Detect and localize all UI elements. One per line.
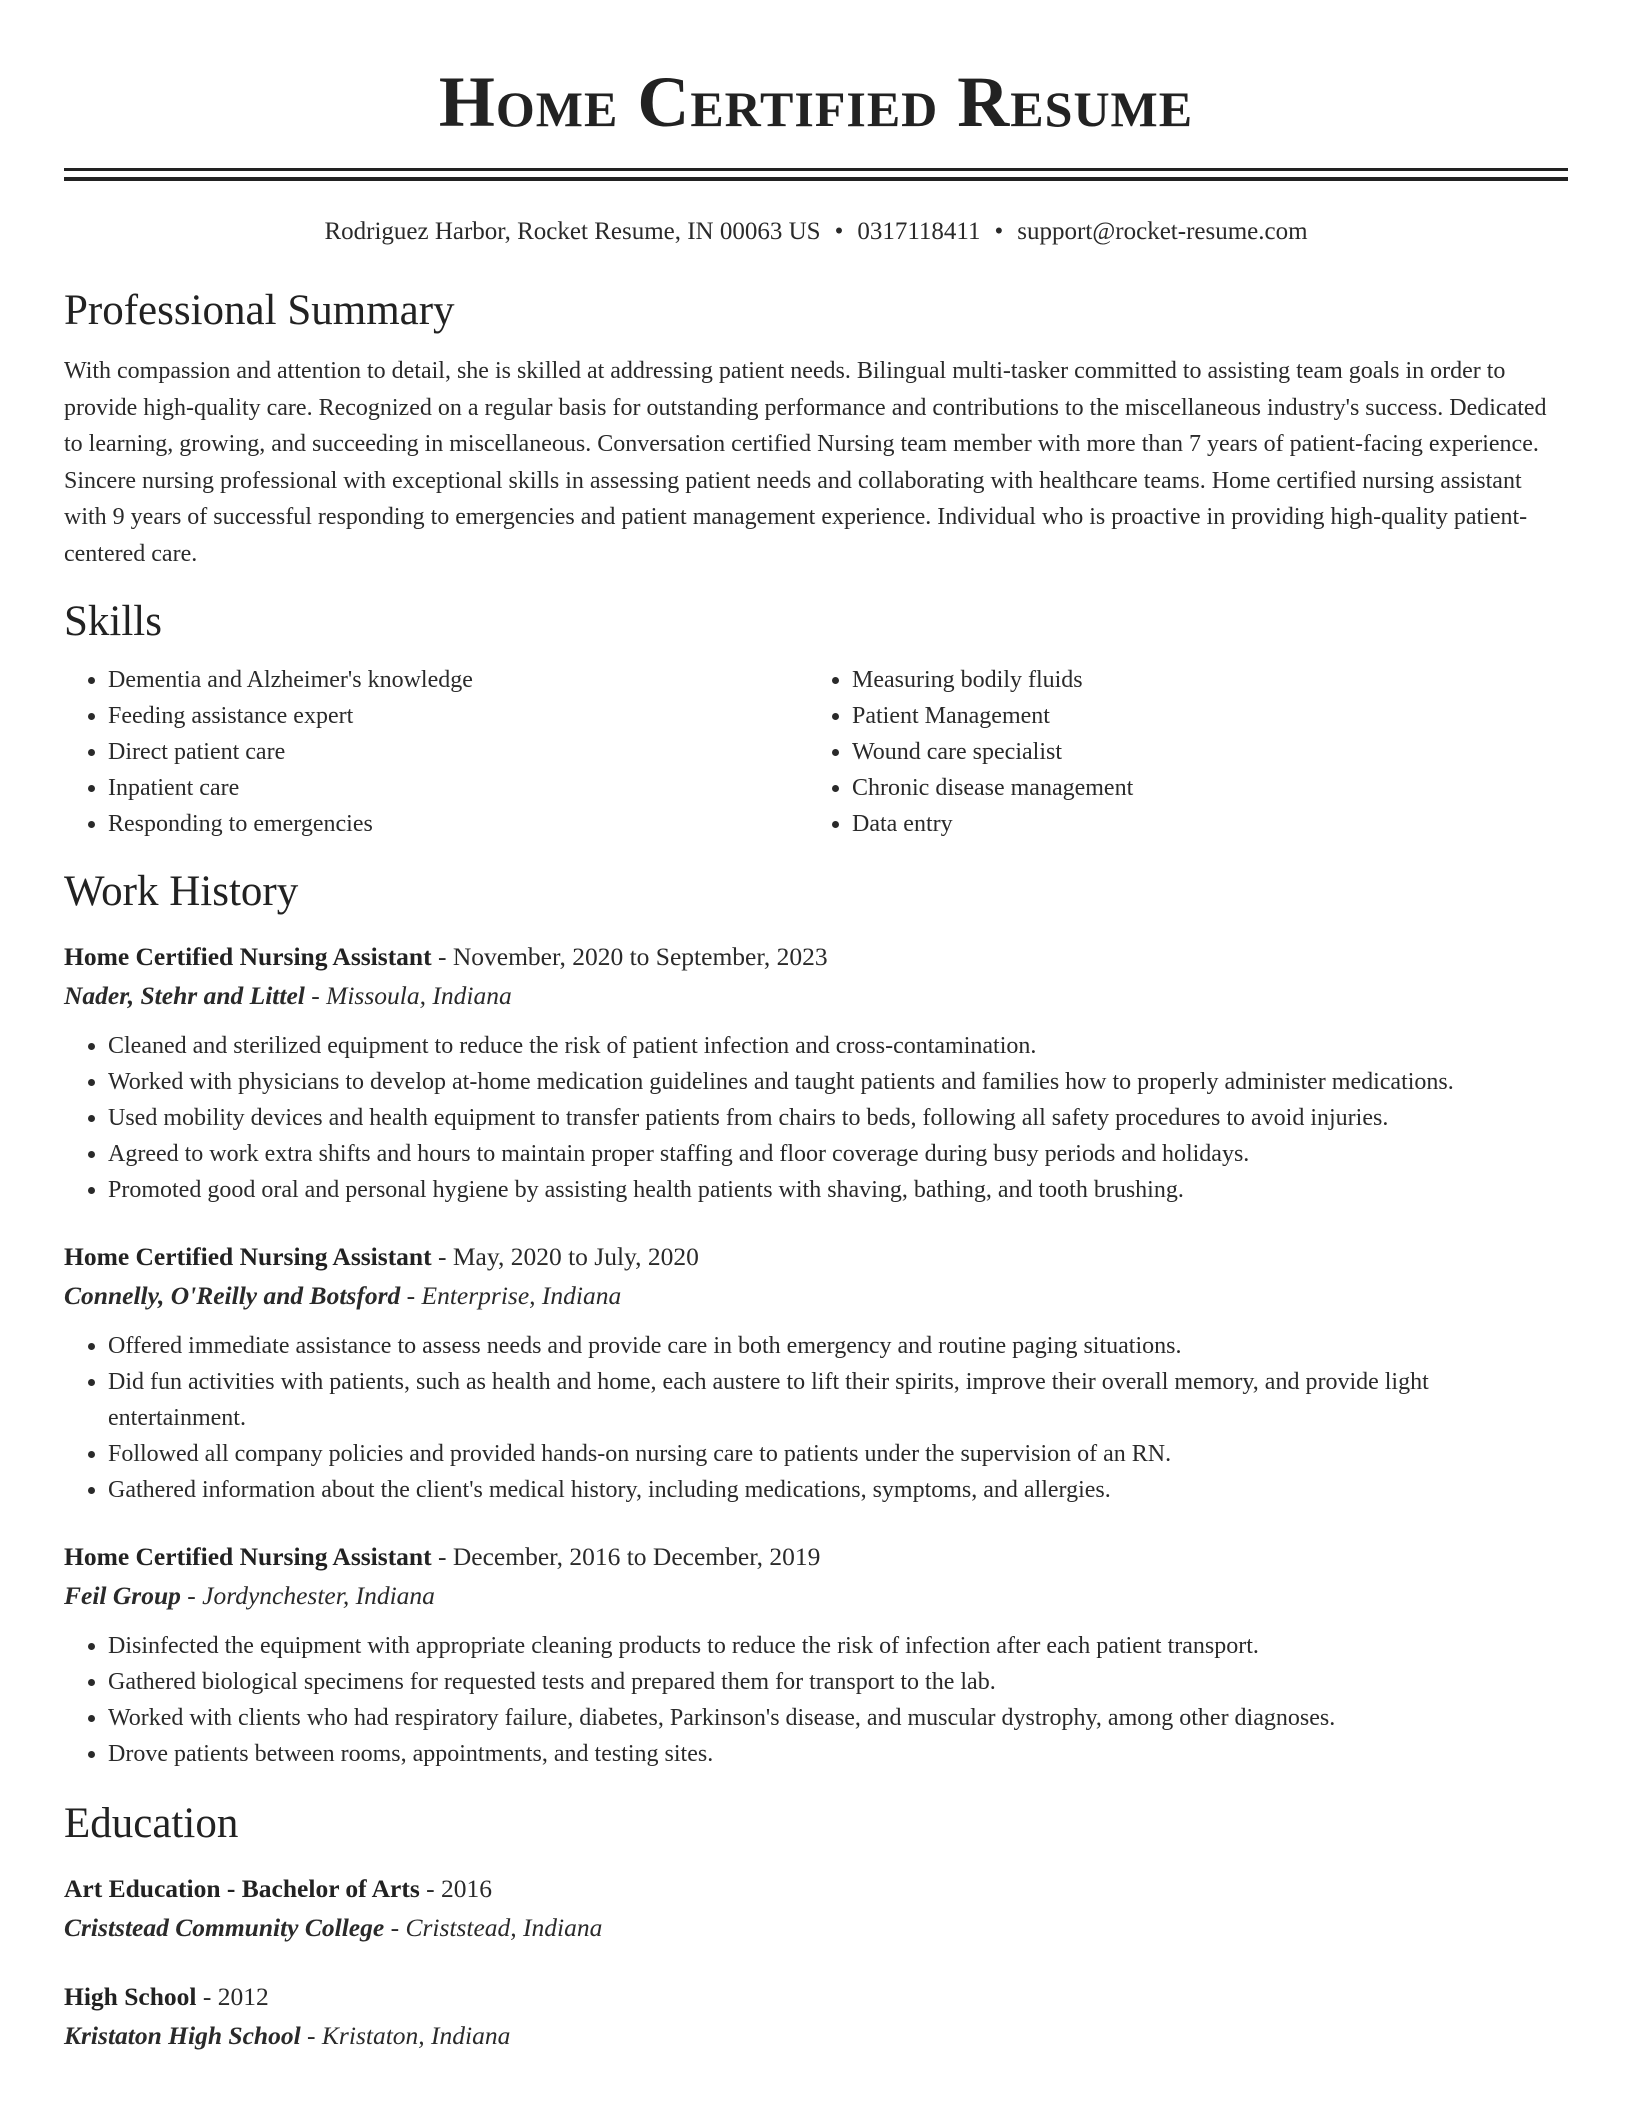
education-school: Kristaton High School [64, 2021, 301, 2050]
job-title: Home Certified Nursing Assistant [64, 1542, 432, 1571]
job-company: Feil Group [64, 1581, 181, 1610]
job-bullet: • Promoted good oral and personal hygiene by assisting health patients with shaving, bathing, and tooth brushing. [108, 1172, 1568, 1208]
skills-list [64, 662, 1568, 842]
dash: - [307, 2021, 316, 2050]
dash: - [437, 1542, 447, 1571]
skill-item: • Responding to emergencies [108, 806, 808, 842]
dash: - [390, 1913, 400, 1942]
job-bullets [64, 1028, 1568, 1208]
education-degree-line [64, 1870, 1568, 1908]
skill-item: • Dementia and Alzheimer's knowledge [108, 662, 808, 698]
education-entry [64, 1978, 1568, 2056]
education-heading: Education [64, 1800, 239, 1847]
contact-email: support@rocket-resume.com [1017, 218, 1308, 245]
job-bullets [64, 1328, 1568, 1508]
job-dates: May, 2020 to July, 2020 [452, 1242, 699, 1271]
job-title-line [64, 1538, 1568, 1576]
education-degree: High School [64, 1982, 197, 2011]
job-title: Home Certified Nursing Assistant [64, 1242, 432, 1271]
job-entry [64, 1238, 1568, 1508]
dash: - [437, 942, 447, 971]
job-bullet: • Did fun activities with patients, such as health and home, each austere to lift their spirits, improve their overall memory, and provide light entertainment. [108, 1364, 1568, 1436]
dash: - [426, 1874, 435, 1903]
job-bullet: • Followed all company policies and provided hands-on nursing care to patients under the supervision of an RN. [108, 1436, 1568, 1472]
job-location: Enterprise, Indiana [421, 1281, 622, 1310]
contact-phone: 0317118411 [857, 218, 981, 245]
work-history-heading: Work History [64, 868, 299, 915]
job-company-line [64, 1576, 1568, 1616]
education-location: Criststead, Indiana [405, 1913, 603, 1942]
job-title-line [64, 1238, 1568, 1276]
dash: - [406, 1281, 416, 1310]
job-bullet: • Agreed to work extra shifts and hours to maintain proper staffing and floor coverage during busy periods and holidays. [108, 1136, 1568, 1172]
job-company: Connelly, O'Reilly and Botsford [64, 1281, 401, 1310]
contact-separator: • [834, 218, 844, 245]
header-rule-bottom [64, 177, 1568, 181]
job-entry [64, 938, 1568, 1208]
job-bullet: • Offered immediate assistance to assess needs and provide care in both emergency and routine paging situations. [108, 1328, 1568, 1364]
dash: - [437, 1242, 447, 1271]
skill-item: • Measuring bodily fluids [852, 662, 1552, 698]
job-bullet: • Worked with clients who had respiratory failure, diabetes, Parkinson's disease, and muscular dystrophy, among other diagnoses. [108, 1700, 1568, 1736]
education-entry [64, 1870, 1568, 1948]
job-bullet: • Worked with physicians to develop at-home medication guidelines and taught patients and families how to properly administer medications. [108, 1064, 1568, 1100]
skills-column-right [808, 662, 1552, 842]
job-title: Home Certified Nursing Assistant [64, 942, 432, 971]
summary-heading: Professional Summary [64, 287, 455, 334]
education-degree: Art Education - Bachelor of Arts [64, 1874, 420, 1903]
education-school: Criststead Community College [64, 1913, 385, 1942]
education-year: 2012 [217, 1982, 269, 2011]
job-bullets [64, 1628, 1568, 1772]
contact-separator: • [994, 218, 1004, 245]
summary-text: With compassion and attention to detail, she is skilled at addressing patient needs. Bilingual multi-tasker committed to assisting team goals in order to provide high-quality care. Recognized on a regular basis for outstanding performance and contributions to the miscellaneous industry's success. Dedicated to learning, growing, and succeeding in miscellaneous. Conversation certified Nursing team member with more than 7 years of patient-facing experience. Sincere nursing professional with exceptional skills in assessing patient needs and collaborating with healthcare teams. Home certified nursing assistant with 9 years of successful responding to emergencies and patient management experience. Individual who is proactive in providing high-quality patient-centered care. [64, 358, 1547, 567]
job-location: Jordynchester, Indiana [202, 1581, 435, 1610]
job-bullet: • Gathered information about the client's medical history, including medications, symptoms, and allergies. [108, 1472, 1568, 1508]
contact-line [64, 217, 1568, 247]
job-company-line [64, 976, 1568, 1016]
header-rule-top [64, 168, 1568, 171]
job-company-line [64, 1276, 1568, 1316]
education-degree-line [64, 1978, 1568, 2016]
job-bullet: • Gathered biological specimens for requested tests and prepared them for transport to the lab. [108, 1664, 1568, 1700]
job-company: Nader, Stehr and Littel [64, 981, 305, 1010]
skill-item: • Inpatient care [108, 770, 808, 806]
dash: - [187, 1581, 196, 1610]
education-location: Kristaton, Indiana [321, 2021, 511, 2050]
job-bullet: • Used mobility devices and health equipment to transfer patients from chairs to beds, following all safety procedures to avoid injuries. [108, 1100, 1568, 1136]
dash: - [311, 981, 320, 1010]
job-bullet: • Drove patients between rooms, appointments, and testing sites. [108, 1736, 1568, 1772]
skill-item: • Patient Management [852, 698, 1552, 734]
education-school-line [64, 1908, 1568, 1948]
skills-column-left [64, 662, 808, 842]
job-dates: November, 2020 to September, 2023 [452, 942, 828, 971]
job-location: Missoula, Indiana [326, 981, 512, 1010]
skill-item: • Wound care specialist [852, 734, 1552, 770]
job-bullet: • Cleaned and sterilized equipment to reduce the risk of patient infection and cross-contamination. [108, 1028, 1568, 1064]
skills-heading: Skills [64, 598, 162, 645]
skill-item: • Chronic disease management [852, 770, 1552, 806]
resume-name: Home Certified Resume [438, 62, 1194, 142]
education-school-line [64, 2016, 1568, 2056]
education-year: 2016 [441, 1874, 493, 1903]
skill-item: • Feeding assistance expert [108, 698, 808, 734]
job-title-line [64, 938, 1568, 976]
job-dates: December, 2016 to December, 2019 [452, 1542, 821, 1571]
job-bullet: • Disinfected the equipment with appropriate cleaning products to reduce the risk of infection after each patient transport. [108, 1628, 1568, 1664]
skill-item: • Data entry [852, 806, 1552, 842]
contact-address: Rodriguez Harbor, Rocket Resume, IN 00063 US [324, 218, 821, 245]
job-entry [64, 1538, 1568, 1772]
skill-item: • Direct patient care [108, 734, 808, 770]
dash: - [202, 1982, 212, 2011]
